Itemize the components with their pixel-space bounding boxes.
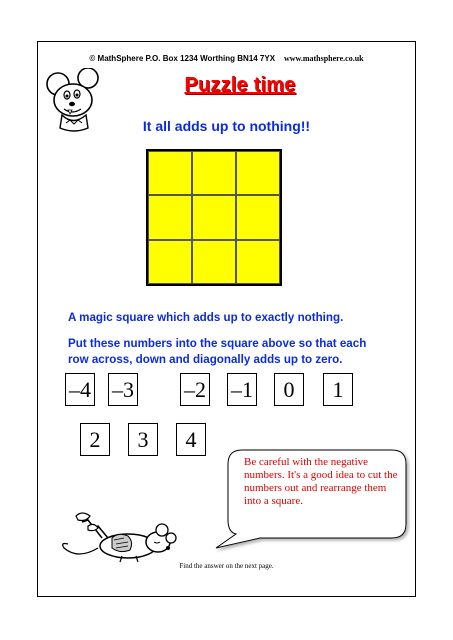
url-text: www.mathsphere.co.uk xyxy=(283,54,364,63)
instruction-line-1: A magic square which adds up to exactly nothing. xyxy=(68,311,344,324)
number-tile[interactable]: 1 xyxy=(323,373,353,406)
page-title: Puzzle time xyxy=(184,74,296,96)
number-tile[interactable]: –1 xyxy=(227,373,257,406)
sleeping-mouse-icon xyxy=(58,508,182,568)
instruction-line-2b: row across, down and diagonally adds up to zero. xyxy=(68,353,343,366)
instruction-line-2a: Put these numbers into the square above so that each xyxy=(68,337,367,350)
footer-note: Find the answer on the next page. xyxy=(179,562,274,570)
number-tile[interactable]: 4 xyxy=(176,423,206,456)
number-tile[interactable]: –3 xyxy=(108,373,138,406)
bubble-text: Be careful with the negative numbers. It's a good idea to cut the numbers out and rearrange them into a square. xyxy=(244,456,398,507)
number-tile[interactable]: –4 xyxy=(65,373,95,406)
number-tile[interactable]: –2 xyxy=(180,373,210,406)
number-tile[interactable]: 0 xyxy=(274,373,304,406)
page-subtitle: It all adds up to nothing!! xyxy=(142,118,311,134)
number-tile[interactable]: 3 xyxy=(128,423,158,456)
number-tile[interactable]: 2 xyxy=(80,423,110,456)
copyright-text: © MathSphere P.O. Box 1234 Worthing BN14 7YX xyxy=(89,54,276,63)
